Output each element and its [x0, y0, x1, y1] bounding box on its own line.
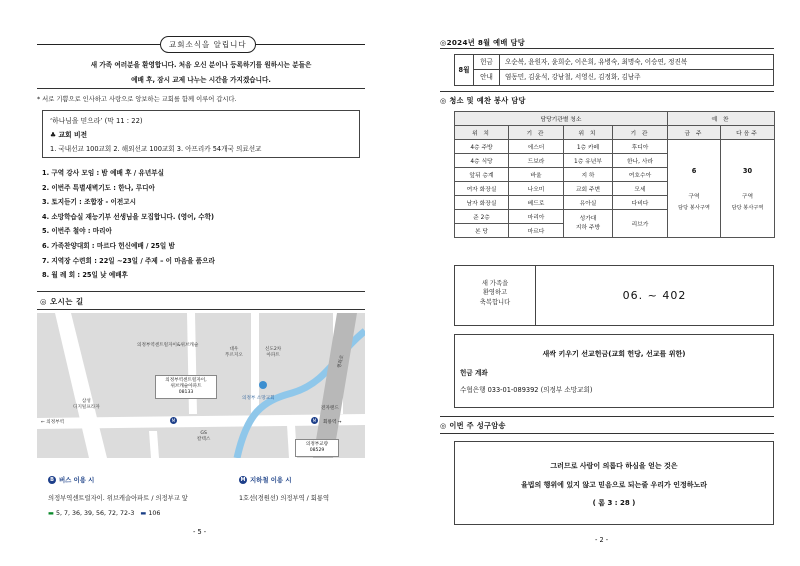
- table-cell: 모세: [613, 182, 668, 196]
- map-label-road: 평화로: [337, 354, 346, 369]
- newcomer-box: [454, 265, 774, 326]
- notice-list: [42, 166, 215, 283]
- worship-title: ◎2024년 8월 예배 담당: [440, 38, 525, 47]
- verse-title: ◎ 이번 주 성구암송: [440, 421, 506, 430]
- worship-names: 염동민, 김윤석, 강남철, 서영신, 김정화, 김남주: [505, 73, 641, 81]
- notice-item: 4. 소망학습실 재능기부 선생님을 모집합니다. (영어, 수학): [42, 212, 215, 221]
- praise-header: 예 찬: [668, 112, 775, 126]
- map-label-samsung: 삼성 디지털프라자: [73, 399, 100, 410]
- verse-line-2: 율법의 행위에 있지 않고 믿음으로 되는줄 우리가 인정하노라: [520, 481, 708, 489]
- table-cell: 앞뒤 층계: [455, 168, 509, 182]
- column-header: 다음주: [721, 126, 775, 140]
- table-cell: 후디아: [613, 140, 668, 154]
- praise-unit: 구역: [741, 193, 754, 200]
- offering-box: [454, 334, 774, 408]
- notice-item: 8. 월 례 회 : 25일 낮 예배후: [42, 271, 128, 280]
- map-bus-stop-2: 의정부교량 08529: [295, 439, 339, 457]
- column-header: 기 관: [613, 126, 668, 140]
- table-cell: 4층 주방: [455, 140, 509, 154]
- praise-this-week: [668, 140, 721, 238]
- welcome-line-2: 예배 후, 잠시 교제 나누는 시간을 가지겠습니다.: [131, 76, 271, 84]
- subway-icon: M: [240, 477, 246, 483]
- church-news-box: [37, 40, 365, 86]
- map-label-hoeryong: 회룡역 →: [323, 420, 342, 425]
- map-label-electro: 전자랜드: [321, 406, 339, 411]
- notice-item: 5. 이번주 철야 : 마리아: [42, 227, 112, 236]
- divider: [37, 309, 365, 310]
- church-news-title: 교회소식을 알립니다: [160, 36, 256, 53]
- table-cell: 베드로: [509, 196, 564, 210]
- column-header: 금 주: [668, 126, 721, 140]
- table-cell: 에스더: [509, 140, 564, 154]
- worship-row: [474, 55, 773, 70]
- page-number: - 5 -: [193, 528, 207, 536]
- table-cell: 지 하: [564, 168, 613, 182]
- table-cell: 1층 유년부: [564, 154, 613, 168]
- praise-note: 담당 봉사구역: [731, 204, 764, 211]
- newcomer-value: 06. ~ 402: [622, 289, 687, 302]
- map-label-gs: GS 칼텍스: [197, 431, 211, 442]
- subway-heading: 지하철 이용 시: [250, 476, 292, 484]
- table-cell: 바울: [509, 168, 564, 182]
- table-cell: 다비다: [613, 196, 668, 210]
- green-bus-routes: 5, 7, 36, 39, 56, 72, 72-3: [55, 510, 135, 517]
- divider: [37, 291, 365, 292]
- bus-icon: B: [48, 476, 56, 484]
- column-header: 위 치: [564, 126, 613, 140]
- table-cell: 교회 주변: [564, 182, 613, 196]
- notice-item: 1. 구역 강사 모임 : 밤 예배 후 / 유년부실: [42, 169, 164, 177]
- directions-title: ◎ 오시는 길: [40, 297, 84, 306]
- table-cell: 리브가: [613, 210, 668, 238]
- table-cell: 1층 카페: [564, 140, 613, 154]
- offering-title: 새싹 키우기 선교헌금(교회 헌당, 선교를 위한): [542, 350, 686, 358]
- table-cell: 여호수아: [613, 168, 668, 182]
- notice-item: 2. 이번주 특별새벽기도 : 한나, 루디아: [42, 183, 155, 192]
- table-cell: 성가대 지하 주방: [564, 210, 613, 238]
- subway-icon: M: [171, 418, 176, 423]
- table-cell: 본 당: [455, 224, 509, 238]
- praise-next-week-number: 30: [742, 166, 753, 175]
- column-header: 위 치: [455, 126, 509, 140]
- table-cell: 나오미: [509, 182, 564, 196]
- table-cell: 4층 식당: [455, 154, 509, 168]
- church-location-label: 의정부 소망교회: [242, 396, 275, 401]
- cleaning-header: 담당기관별 청소: [455, 112, 668, 126]
- worship-duty-table: [454, 54, 774, 86]
- table-cell: 한나, 사라: [613, 154, 668, 168]
- praise-unit: 구역: [688, 193, 700, 200]
- praise-next-week: [721, 140, 775, 238]
- map-label-apt-top: 의정부역센트럴자이&위브캐슬: [137, 343, 199, 348]
- column-header: 기 관: [509, 126, 564, 140]
- subway-info: [239, 475, 329, 502]
- map-bus-stop-1: 의정부역센트럴자이, 위브캐슬아파트 08133: [155, 375, 217, 399]
- divider: [440, 416, 774, 417]
- bus-stops: 의정부역센트럴자이. 위브캐슬아파트 / 의정부교 앞: [48, 495, 188, 502]
- blue-bus-icon: ▬: [140, 510, 147, 517]
- cleaning-table: [454, 111, 775, 238]
- map-label-station: ← 의정부역: [41, 420, 65, 425]
- table-row: [455, 140, 775, 154]
- divider: [37, 88, 365, 89]
- blue-bus-routes: 106: [148, 510, 161, 517]
- worship-row: [474, 70, 773, 85]
- newcomer-label: 새 가족을 환영하고 축복합니다: [455, 266, 536, 325]
- divider: [440, 433, 774, 434]
- verse-line-1: 그러므로 사람이 의롭다 하심을 얻는 것은: [550, 462, 678, 470]
- table-cell: 여자 화장실: [455, 182, 509, 196]
- motto-text: ‘하나님을 믿으라’ (막 11 : 22): [50, 117, 143, 125]
- green-bus-icon: ▬: [48, 510, 54, 517]
- worship-month: 8월: [455, 55, 474, 85]
- vision-text: 1. 국내선교 100교회 2. 해외선교 100교회 3. 아프리카 54개국 의료선교: [50, 145, 262, 153]
- divider: [440, 48, 774, 49]
- bus-heading: 버스 이용 시: [59, 476, 95, 484]
- verse-reference: ( 롬 3 : 28 ): [592, 499, 636, 507]
- directions-map: [37, 313, 365, 458]
- table-cell: 준 2층: [455, 210, 509, 224]
- table-cell: 유아실: [564, 196, 613, 210]
- subway-icon: M: [312, 418, 317, 423]
- vision-box: [42, 110, 360, 158]
- memory-verse-box: [454, 441, 774, 525]
- praise-this-week-number: 6: [691, 166, 697, 175]
- worship-role: 안내: [474, 70, 500, 85]
- cleaning-title: ◎ 청소 및 예찬 봉사 담당: [440, 96, 526, 105]
- worship-names: 오순복, 윤원자, 윤희순, 이은희, 유병숙, 최명숙, 이승연, 정진복: [505, 58, 688, 66]
- praise-note: 담당 봉사구역: [678, 204, 710, 211]
- notice-item: 6. 가족찬양대회 : 마르다 헌신예배 / 25일 밤: [42, 241, 175, 250]
- table-cell: 마리아: [509, 210, 564, 224]
- offering-account: 수협은행 033-01-089392 (의정부 소망교회): [460, 386, 593, 394]
- subway-line: 1호선(경원선) 의정부역 / 회룡역: [239, 495, 330, 502]
- bus-info: [48, 475, 188, 517]
- table-cell: 남자 화장실: [455, 196, 509, 210]
- worship-role: 헌금: [474, 55, 500, 70]
- notice-item: 7. 지역장 수련회 : 22일 ~23일 / 주제 – 이 마음을 품으라: [42, 256, 215, 265]
- table-cell: 드보라: [509, 154, 564, 168]
- notice-item: 3. 토지듣기 : 조합장 - 이전고시: [42, 198, 137, 207]
- welcome-line-1: 새 가족 여러분을 환영합니다. 처음 오신 분이나 등록하기를 원하시는 분들은: [90, 61, 312, 69]
- map-label-sindong: 신도2차 아파트: [265, 347, 282, 358]
- map-label-daewoo: 대우 푸르지오: [225, 347, 243, 358]
- table-cell: 마르다: [509, 224, 564, 238]
- divider: [440, 91, 774, 92]
- vision-title: ♣ 교회 비전: [50, 131, 88, 139]
- greeting-text: * 서로 기쁨으로 인사하고 사랑으로 앙보하는 교회를 함께 이루어 갑시다.: [37, 96, 237, 103]
- page-number: - 2 -: [595, 536, 609, 544]
- offering-account-label: 헌금 계좌: [460, 369, 488, 377]
